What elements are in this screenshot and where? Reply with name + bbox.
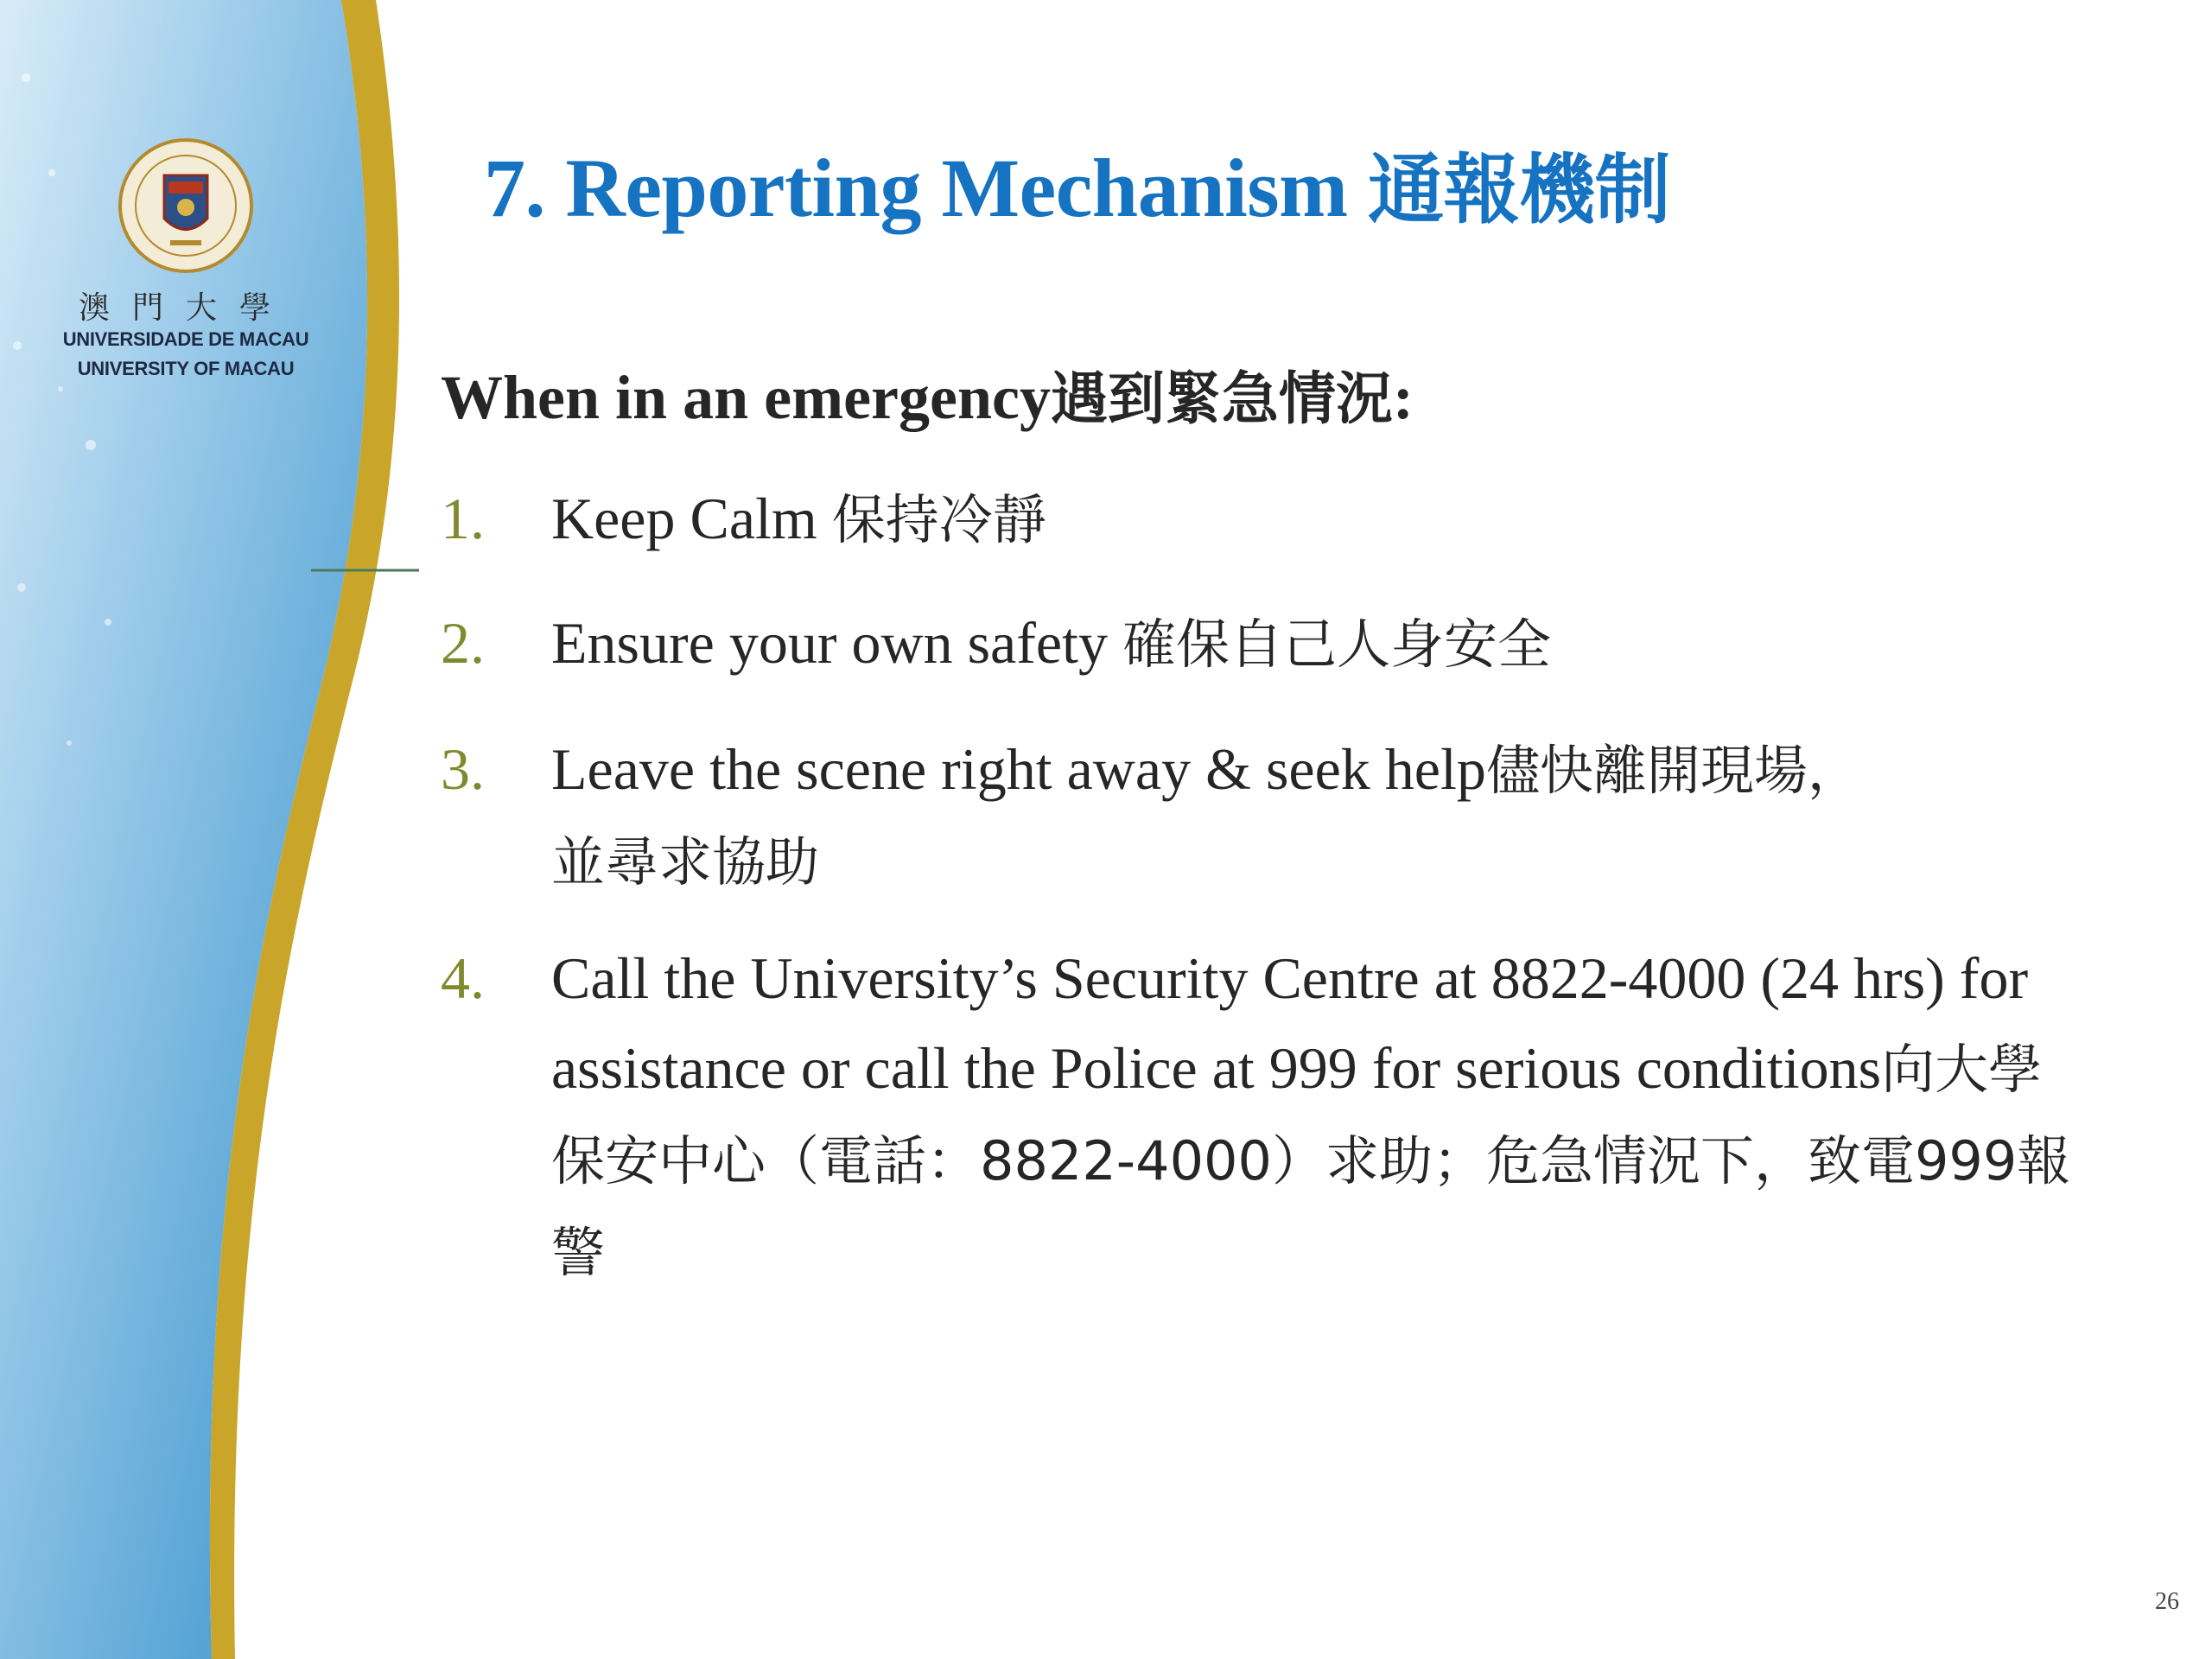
logo-portuguese-name: UNIVERSIDADE DE MACAU [62, 328, 309, 350]
list-text-chinese: 保持冷靜 [831, 488, 1046, 551]
intro-suffix: : [1392, 363, 1414, 432]
list-text-english: Keep Calm [551, 486, 832, 551]
list-text-chinese: 儘快離開現場，並尋求協助 [551, 739, 1861, 893]
list-text [551, 474, 2089, 565]
list-number: 1. [441, 486, 485, 551]
intro-heading [441, 353, 1414, 435]
page-number: 26 [2155, 1588, 2179, 1615]
list-number: 4. [441, 945, 485, 1011]
list-text-chinese: 向大學保安中心（電話：8822-4000）求助；危急情況下，致電999報警 [551, 1038, 2071, 1284]
list-number: 3. [441, 736, 485, 802]
list-text-chinese: 確保自己人身安全 [1122, 613, 1551, 676]
title-english: 7. Reporting Mechanism [484, 142, 1369, 234]
list-text [551, 724, 1882, 907]
list-text [551, 933, 2072, 1298]
list-text-english: Ensure your own safety [551, 610, 1122, 676]
intro-chinese: 遇到緊急情況 [1050, 365, 1393, 432]
slide-title [484, 130, 1670, 238]
title-chinese: 通報機制 [1368, 145, 1671, 234]
logo-english-name: UNIVERSITY OF MACAU [77, 358, 295, 379]
list-text-english: Leave the scene right away & seek help [551, 736, 1486, 802]
list-text [551, 598, 2089, 690]
intro-english: When in an emergency [441, 363, 1051, 432]
list-number: 2. [441, 610, 485, 676]
logo-chinese-name: 澳門大學 [78, 290, 293, 326]
university-seal-icon [117, 137, 255, 275]
list-text-english: Call the University’s Security Centre at 8822-4000 (24 hrs) for assistance or call the Police at 999 for serious conditions [551, 945, 2029, 1101]
